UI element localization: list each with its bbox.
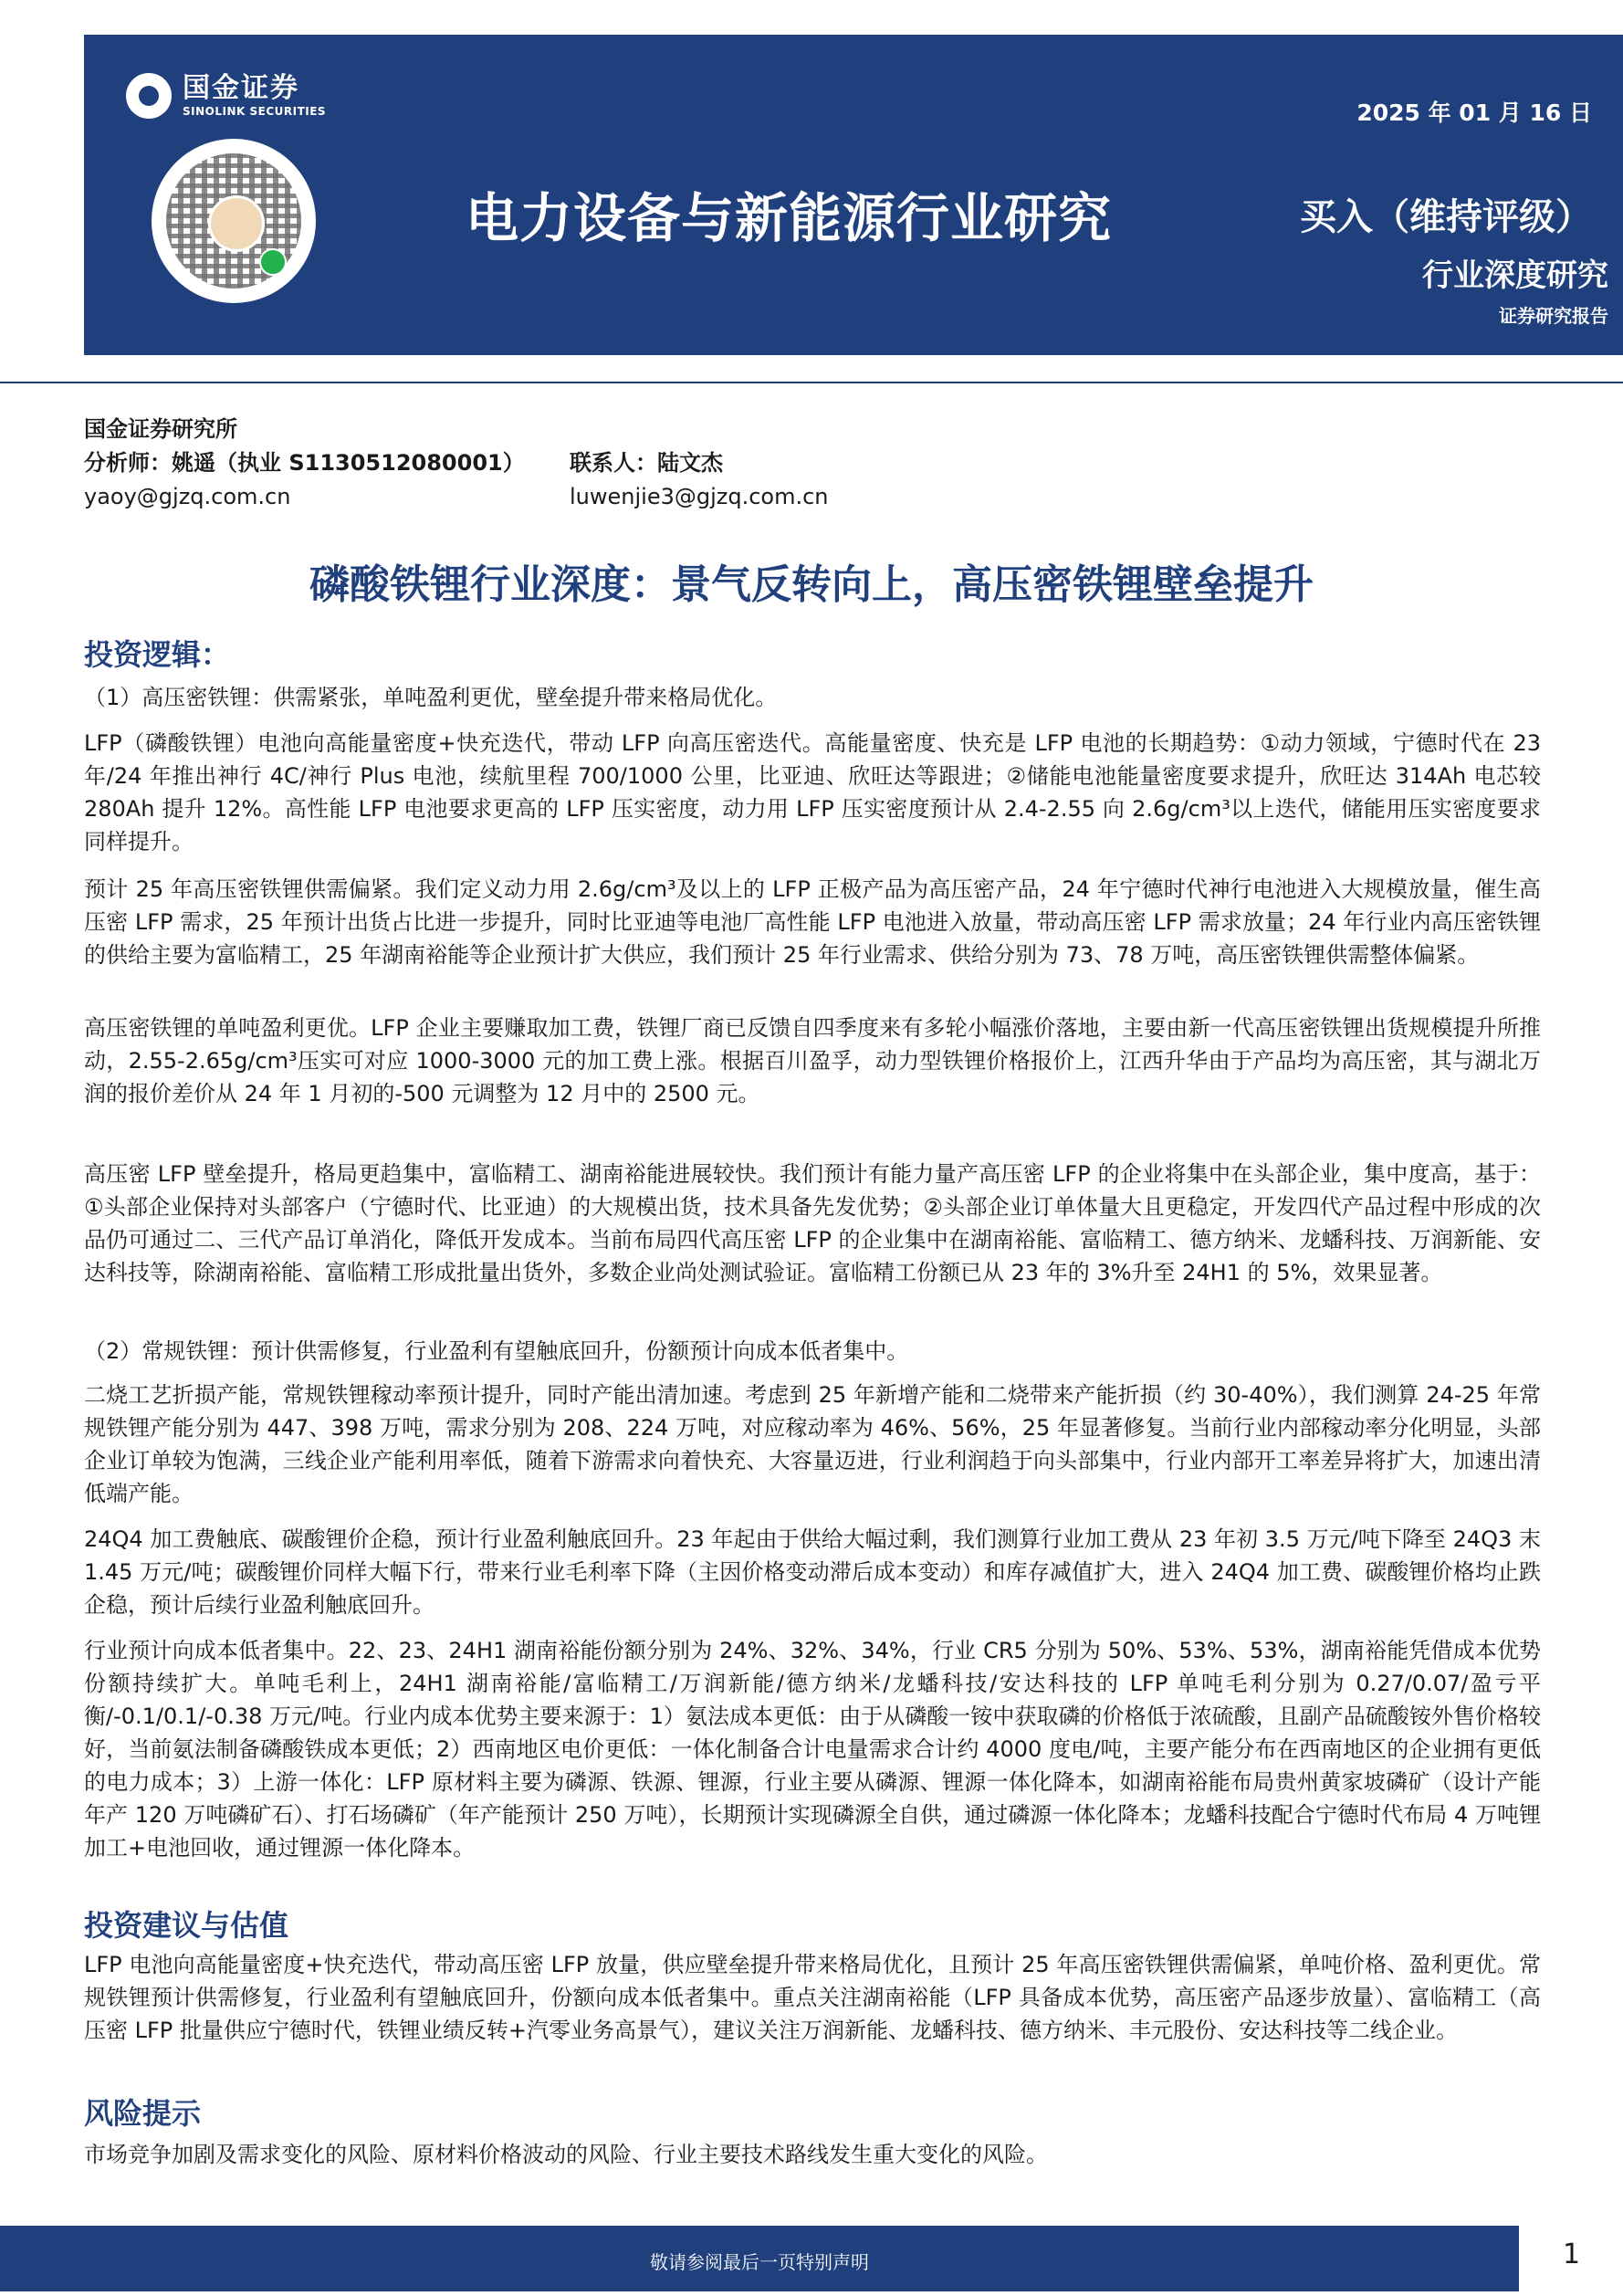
section-heading-advice: 投资建议与估值: [84, 1908, 289, 1943]
paragraph: 预计 25 年高压密铁锂供需偏紧。我们定义动力用 2.6g/cm³及以上的 LFP 正极产品为高压密产品，24 年宁德时代神行电池进入大规模放量，催生高压密 LFP 需求，25 年预计出货占比进一步提升，同时比亚迪等电池厂高性能 LFP 电池进入放量，带动高压密 LFP 需求放量；24 年行业内高压密铁锂的供给主要为富临精工，25 年湖南裕能等企业预计扩大供应，我们预计 25 年行业需求、供给分别为 73、78 万吨，高压密铁锂供需整体偏紧。: [84, 876, 1541, 968]
paragraph: （2）常规铁锂：预计供需修复，行业盈利有望触底回升，份额预计向成本低者集中。: [84, 1338, 909, 1364]
header-divider: [0, 382, 1623, 383]
analyst-name: 分析师：姚遥（执业 S1130512080001）: [84, 450, 525, 476]
institute-name: 国金证券研究所: [84, 416, 237, 442]
report-title: 磷酸铁锂行业深度：景气反转向上，高压密铁锂壁垒提升: [309, 561, 1314, 608]
industry-title: 电力设备与新能源行业研究: [466, 187, 1113, 249]
paragraph: 24Q4 加工费触底、碳酸锂价企稳，预计行业盈利触底回升。23 年起由于供给大幅过剩，我们测算行业加工费从 23 年初 3.5 万元/吨下降至 24Q3 末 1.45 万元/吨；碳酸锂价同样大幅下行，带来行业毛利率下降（主因价格变动滞后成本变动）和库存减值扩大，进入 24Q4 加工费、碳酸锂价格均止跌企稳，预计后续行业盈利触底回升。: [84, 1526, 1541, 1618]
paragraph: 市场竞争加剧及需求变化的风险、原材料价格波动的风险、行业主要技术路线发生重大变化的风险。: [84, 2142, 1048, 2167]
contact-name: 联系人：陆文杰: [570, 450, 723, 476]
page-number: 1: [1563, 2238, 1581, 2270]
company-logo: [126, 73, 326, 119]
paragraph: LFP 电池向高能量密度+快充迭代，带动高压密 LFP 放量，供应壁垒提升带来格局优化，且预计 25 年高压密铁锂供需偏紧，单吨价格、盈利更优。常规铁锂预计供需修复，行业盈利有望触底回升，份额向成本低者集中。重点关注湖南裕能（LFP 具备成本优势，高压密产品逐步放量）、富临精工（高压密 LFP 批量供应宁德时代，铁锂业绩反转+汽零业务高景气），建议关注万润新能、龙蟠科技、德方纳米、丰元股份、安达科技等二线企业。: [84, 1952, 1541, 2043]
paragraph: 高压密铁锂的单吨盈利更优。LFP 企业主要赚取加工费，铁锂厂商已反馈自四季度来有多轮小幅涨价落地，主要由新一代高压密铁锂出货规模提升所推动，2.55-2.65g/cm³压实可对应 1000-3000 元的加工费上涨。根据百川盈孚，动力型铁锂价格报价上，江西升华由于产品均为高压密，其与湖北万润的报价差价从 24 年 1 月初的-500 元调整为 12 月中的 2500 元。: [84, 1015, 1541, 1106]
paragraph: 行业预计向成本低者集中。22、23、24H1 湖南裕能份额分别为 24%、32%、34%，行业 CR5 分别为 50%、53%、53%，湖南裕能凭借成本优势份额持续扩大。单吨毛利上，24H1 湖南裕能/富临精工/万润新能/德方纳米/龙蟠科技/安达科技的 LFP 单吨毛利分别为 0.27/0.07/盈亏平衡/-0.1/0.1/-0.38 万元/吨。行业内成本优势主要来源于：1）氨法成本更低：由于从磷酸一铵中获取磷的价格低于浓硫酸，且副产品硫酸铵外售价格较好，当前氨法制备磷酸铁成本更低；2）西南地区电价更低：一体化制备合计电量需求合计约 4000 度电/吨，主要产能分布在西南地区的企业拥有更低的电力成本；3）上游一体化：LFP 原材料主要为磷源、铁源、锂源，行业主要从磷源、锂源一体化降本，如湖南裕能布局贵州黄家坡磷矿（设计产能年产 120 万吨磷矿石）、打石场磷矿（年产能预计 250 万吨），长期预计实现磷源全自供，通过磷源一体化降本；龙蟠科技配合宁德时代布局 4 万吨锂加工+电池回收，通过锂源一体化降本。: [84, 1638, 1541, 1861]
paragraph: （1）高压密铁锂：供需紧张，单吨盈利更优，壁垒提升带来格局优化。: [84, 685, 778, 710]
wechat-badge-icon: [259, 248, 287, 276]
logo-name-cn: 国金证券: [183, 72, 299, 104]
mini-program-qr-code[interactable]: [152, 139, 316, 303]
report-date: 2025 年 01 月 16 日: [1356, 100, 1592, 126]
author-info: [84, 413, 525, 514]
paragraph: LFP（磷酸铁锂）电池向高能量密度+快充迭代，带动 LFP 向高压密迭代。高能量密度、快充是 LFP 电池的长期趋势：①动力领域，宁德时代在 23 年/24 年推出神行 4C/神行 Plus 电池，续航里程 700/1000 公里，比亚迪、欣旺达等跟进；②储能电池能量密度要求提升，欣旺达 314Ah 电芯较 280Ah 提升 12%。高性能 LFP 电池要求更高的 LFP 压实密度，动力用 LFP 压实密度预计从 2.4-2.55 向 2.6g/cm³以上迭代，储能用压实密度要求同样提升。: [84, 730, 1541, 854]
report-category: 证券研究报告: [1499, 305, 1608, 327]
disclaimer-notice: 敬请参阅最后一页特别声明: [650, 2251, 869, 2273]
analyst-email[interactable]: yaoy@gjzq.com.cn: [84, 484, 291, 509]
paragraph: 高压密 LFP 壁垒提升，格局更趋集中，富临精工、湖南裕能进展较快。我们预计有能力量产高压密 LFP 的企业将集中在头部企业，集中度高，基于：①头部企业保持对头部客户（宁德时代、比亚迪）的大规模出货，技术具备先发优势；②头部企业订单体量大且更稳定，开发四代产品过程中形成的次品仍可通过二、三代产品订单消化，降低开发成本。当前布局四代高压密 LFP 的企业集中在湖南裕能、富临精工、德方纳米、龙蟠科技、万润新能、安达科技等，除湖南裕能、富临精工形成批量出货外，多数企业尚处测试验证。富临精工份额已从 23 年的 3%升至 24H1 的 5%，效果显著。: [84, 1161, 1541, 1285]
contact-info: [570, 446, 829, 514]
logo-mark-icon: [126, 73, 172, 119]
contact-email[interactable]: luwenjie3@gjzq.com.cn: [570, 484, 829, 509]
rating-label: 买入（维持评级）: [1300, 196, 1592, 238]
report-type: 行业深度研究: [1422, 257, 1608, 294]
section-heading-risk: 风险提示: [84, 2096, 202, 2131]
section-heading-logic: 投资逻辑：: [84, 637, 231, 672]
qr-center-logo: [208, 195, 265, 252]
paragraph: 二烧工艺折损产能，常规铁锂稼动率预计提升，同时产能出清加速。考虑到 25 年新增产能和二烧带来产能折损（约 30-40%），我们测算 24-25 年常规铁锂产能分别为 447、398 万吨，需求分别为 208、224 万吨，对应稼动率为 46%、56%，25 年显著修复。当前行业内部稼动率分化明显，头部企业订单较为饱满，三线企业产能利用率低，随着下游需求向着快充、大容量迈进，行业利润趋于向头部集中，行业内部开工率差异将扩大，加速出清低端产能。: [84, 1382, 1541, 1506]
logo-name-en: SINOLINK SECURITIES: [183, 105, 327, 118]
